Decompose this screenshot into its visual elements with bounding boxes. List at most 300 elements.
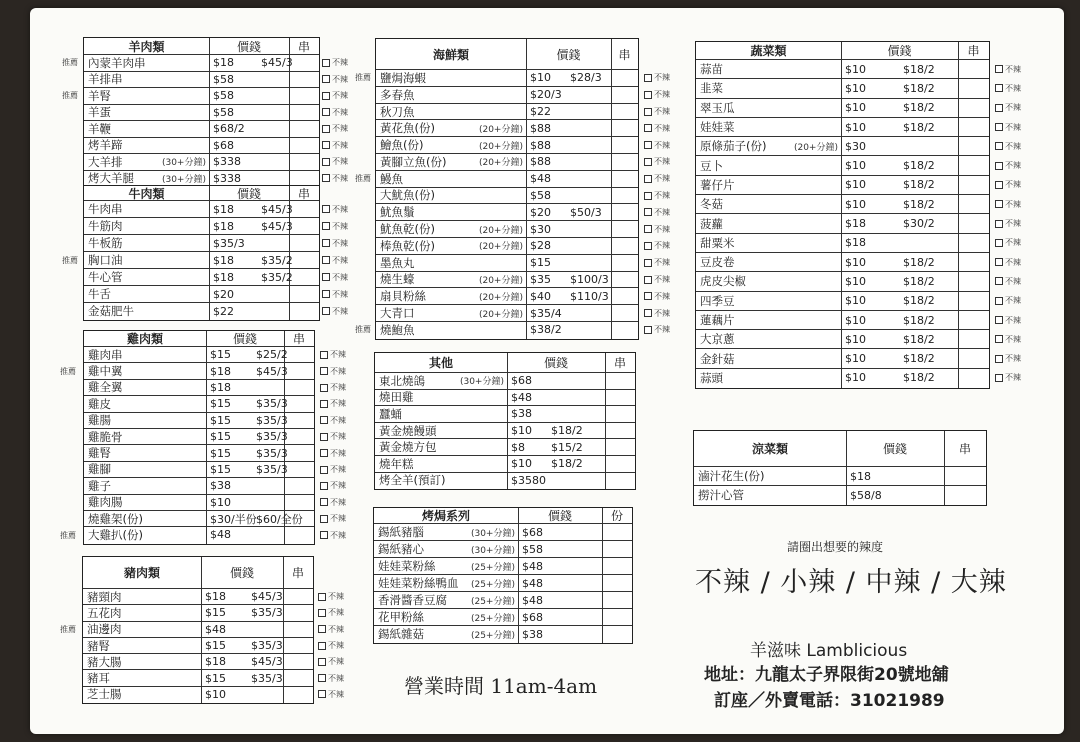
veg-menu-row[interactable] <box>696 156 989 175</box>
veg-item-price: $10 <box>845 62 866 76</box>
lamb-item-time-note: (30+分鐘) <box>161 174 206 185</box>
seafood-item-name: 墨魚丸 <box>380 255 415 270</box>
seafood-menu-row[interactable] <box>376 204 638 221</box>
veg-menu-row[interactable] <box>696 311 989 330</box>
veg-item-price: $10 <box>845 159 866 173</box>
not-spicy-checkbox[interactable] <box>995 276 1021 287</box>
chicken-not-spicy-label: 不辣 <box>330 415 346 425</box>
not-spicy-checkbox[interactable] <box>995 179 1021 190</box>
seafood-menu-row[interactable] <box>376 288 638 305</box>
beef-menu-row[interactable] <box>84 303 319 319</box>
not-spicy-checkbox[interactable] <box>322 156 348 167</box>
pork-not-spicy-label: 不辣 <box>328 608 344 618</box>
checkbox-square-icon <box>318 593 326 601</box>
lamb-not-spicy-label: 不辣 <box>332 157 348 167</box>
seafood-menu-row[interactable] <box>376 322 638 338</box>
checkbox-square-icon <box>320 498 328 506</box>
chicken-item-price: $15 <box>210 430 231 444</box>
not-spicy-checkbox[interactable] <box>318 607 344 618</box>
seafood-menu-row[interactable] <box>376 154 638 171</box>
not-spicy-checkbox[interactable] <box>995 83 1021 94</box>
others-item-bundle-price: $18/2 <box>551 457 583 471</box>
not-spicy-checkbox[interactable] <box>995 199 1021 210</box>
lamb-menu-row[interactable] <box>84 72 319 89</box>
veg-not-spicy-label: 不辣 <box>1005 315 1021 325</box>
chicken-menu-row[interactable] <box>84 363 314 379</box>
lamb-not-spicy-label: 不辣 <box>332 58 348 68</box>
not-spicy-checkbox[interactable] <box>320 530 346 541</box>
checkbox-square-icon <box>644 225 652 233</box>
veg-item-price: $10 <box>845 81 866 95</box>
others-menu-row[interactable] <box>375 439 635 456</box>
not-spicy-checkbox[interactable] <box>322 221 348 232</box>
pork-section <box>82 556 314 704</box>
beef-item-bundle-price: $35/2 <box>261 253 293 267</box>
others-item-price: $10 <box>511 424 532 438</box>
seafood-menu-row[interactable] <box>376 188 638 205</box>
seafood-item-price: $38/2 <box>530 323 562 337</box>
beef-item-price: $18 <box>213 219 234 233</box>
not-spicy-checkbox[interactable] <box>318 689 344 700</box>
veg-item-name: 大京蔥 <box>700 332 735 347</box>
not-spicy-checkbox[interactable] <box>322 272 348 283</box>
seafood-item-price: $20 <box>530 205 551 219</box>
braised-menu-row[interactable] <box>374 609 632 626</box>
veg-menu-row[interactable] <box>696 349 989 368</box>
chicken-item-bundle-price: $25/2 <box>256 348 288 362</box>
restaurant-address: 地址：九龍太子界限街20號地舖 <box>704 665 949 685</box>
veg-menu-row[interactable] <box>696 195 989 214</box>
seafood-menu-row[interactable] <box>376 120 638 137</box>
lamb-menu-row[interactable] <box>84 121 319 138</box>
pork-menu-row[interactable] <box>83 670 313 686</box>
veg-menu-row[interactable] <box>696 137 989 156</box>
not-spicy-checkbox[interactable] <box>318 656 344 667</box>
veg-menu-row[interactable] <box>696 60 989 79</box>
not-spicy-checkbox[interactable] <box>644 140 670 151</box>
recommend-tag: 推薦 <box>60 624 76 634</box>
beef-menu-row[interactable] <box>84 235 319 252</box>
not-spicy-checkbox[interactable] <box>995 237 1021 248</box>
veg-price-header: 價錢 <box>887 44 912 58</box>
not-spicy-checkbox[interactable] <box>320 513 346 524</box>
lamb-item-price: $68/2 <box>213 122 245 136</box>
not-spicy-checkbox[interactable] <box>320 448 346 459</box>
seafood-item-name: 秋刀魚 <box>380 104 415 119</box>
pork-menu-row[interactable] <box>83 622 313 638</box>
not-spicy-checkbox[interactable] <box>320 382 346 393</box>
braised-menu-row[interactable] <box>374 524 632 541</box>
veg-menu-row[interactable] <box>696 214 989 233</box>
checkbox-square-icon <box>318 609 326 617</box>
braised-item-name: 娃娃菜粉絲 <box>378 559 436 573</box>
cold-section <box>693 430 987 506</box>
beef-item-name: 牛板筋 <box>88 236 123 250</box>
not-spicy-checkbox[interactable] <box>320 431 346 442</box>
lamb-not-spicy-label: 不辣 <box>332 140 348 150</box>
veg-item-price: $10 <box>845 197 866 211</box>
veg-not-spicy-label: 不辣 <box>1005 141 1021 151</box>
pork-menu-row[interactable] <box>83 654 313 670</box>
checkbox-square-icon <box>322 59 330 67</box>
checkbox-square-icon <box>995 277 1003 285</box>
chicken-menu-row[interactable] <box>84 462 314 478</box>
chicken-menu-row[interactable] <box>84 478 314 494</box>
beef-item-name: 胸口油 <box>88 253 123 267</box>
lamb-menu-row[interactable] <box>84 154 319 171</box>
not-spicy-checkbox[interactable] <box>322 140 348 151</box>
checkbox-square-icon <box>320 400 328 408</box>
cold-menu-row[interactable] <box>694 486 986 504</box>
not-spicy-checkbox[interactable] <box>995 122 1021 133</box>
not-spicy-checkbox[interactable] <box>322 123 348 134</box>
lamb-menu-row[interactable] <box>84 105 319 122</box>
seafood-menu-row[interactable] <box>376 255 638 272</box>
others-header-row <box>375 353 635 373</box>
chicken-item-price: $18 <box>210 380 231 394</box>
veg-menu-row[interactable] <box>696 118 989 137</box>
beef-item-bundle-price: $45/3 <box>261 202 293 216</box>
pork-menu-row[interactable] <box>83 605 313 621</box>
beef-menu-row[interactable] <box>84 269 319 286</box>
others-menu-row[interactable] <box>375 456 635 473</box>
beef-item-name: 金菇肥牛 <box>88 304 134 318</box>
lamb-item-name: 羊腎 <box>88 88 111 103</box>
chicken-menu-row[interactable] <box>84 429 314 445</box>
others-item-price: $10 <box>511 457 532 471</box>
seafood-item-time-note: (20+分鐘) <box>478 158 523 169</box>
seafood-menu-row[interactable] <box>376 70 638 87</box>
beef-item-name: 牛筋肉 <box>88 219 123 233</box>
veg-item-bundle-price: $18/2 <box>903 159 935 173</box>
beef-not-spicy-label: 不辣 <box>332 221 348 231</box>
not-spicy-checkbox[interactable] <box>318 591 344 602</box>
seafood-item-name: 棒魚乾(份) <box>380 238 435 253</box>
braised-item-price: $38 <box>522 627 543 641</box>
lamb-stick-header: 串 <box>297 39 310 54</box>
not-spicy-checkbox[interactable] <box>322 255 348 266</box>
beef-menu-row[interactable] <box>84 201 319 218</box>
veg-menu-row[interactable] <box>696 234 989 253</box>
not-spicy-checkbox[interactable] <box>644 72 670 83</box>
not-spicy-checkbox[interactable] <box>644 156 670 167</box>
checkbox-square-icon <box>318 625 326 633</box>
pork-not-spicy-label: 不辣 <box>328 689 344 699</box>
not-spicy-checkbox[interactable] <box>320 497 346 508</box>
lamb-not-spicy-label: 不辣 <box>332 173 348 183</box>
seafood-item-time-note: (20+分鐘) <box>478 309 523 320</box>
not-spicy-checkbox[interactable] <box>322 90 348 101</box>
seafood-item-bundle-price: $50/3 <box>570 205 602 219</box>
others-item-name: 燒田雞 <box>379 390 414 405</box>
veg-not-spicy-label: 不辣 <box>1005 122 1021 132</box>
braised-item-name: 花甲粉絲 <box>378 610 424 624</box>
cold-title: 涼菜類 <box>751 442 788 456</box>
veg-item-name: 虎皮尖椒 <box>700 274 746 289</box>
veg-menu-row[interactable] <box>696 99 989 118</box>
pork-menu-row[interactable] <box>83 638 313 654</box>
chicken-price-header: 價錢 <box>232 332 257 346</box>
not-spicy-checkbox[interactable] <box>322 107 348 118</box>
not-spicy-checkbox[interactable] <box>320 366 346 377</box>
chicken-not-spicy-label: 不辣 <box>330 465 346 474</box>
not-spicy-checkbox[interactable] <box>995 315 1021 326</box>
others-menu-row[interactable] <box>375 406 635 423</box>
not-spicy-checkbox[interactable] <box>320 398 346 409</box>
checkbox-square-icon <box>644 192 652 200</box>
seafood-menu-row[interactable] <box>376 305 638 322</box>
others-item-price: $68 <box>511 374 532 388</box>
not-spicy-checkbox[interactable] <box>322 173 348 184</box>
others-menu-row[interactable] <box>375 473 635 489</box>
seafood-menu-row[interactable] <box>376 221 638 238</box>
veg-not-spicy-label: 不辣 <box>1005 103 1021 113</box>
checkbox-square-icon <box>322 273 330 281</box>
not-spicy-checkbox[interactable] <box>644 257 670 268</box>
chicken-item-bundle-price: $35/3 <box>256 430 288 444</box>
veg-menu-row[interactable] <box>696 176 989 195</box>
seafood-item-name: 大魷魚(份) <box>380 188 435 203</box>
seafood-stick-header: 串 <box>618 47 631 62</box>
not-spicy-checkbox[interactable] <box>322 238 348 249</box>
not-spicy-checkbox[interactable] <box>322 74 348 85</box>
others-menu-row[interactable] <box>375 390 635 407</box>
cold-price-header: 價錢 <box>882 442 907 456</box>
seafood-section <box>375 38 639 340</box>
not-spicy-checkbox[interactable] <box>644 123 670 134</box>
cold-item-price: $18 <box>850 469 871 483</box>
veg-item-bundle-price: $18/2 <box>903 352 935 366</box>
checkbox-square-icon <box>320 482 328 490</box>
veg-menu-row[interactable] <box>696 330 989 349</box>
checkbox-square-icon <box>644 124 652 132</box>
checkbox-square-icon <box>318 690 326 698</box>
beef-item-price: $22 <box>213 304 234 318</box>
lamb-item-price: $18 <box>213 56 234 70</box>
not-spicy-checkbox[interactable] <box>644 240 670 251</box>
veg-not-spicy-label: 不辣 <box>1005 257 1021 267</box>
lamb-item-bundle-price: $45/3 <box>261 56 293 70</box>
beef-item-name: 牛舌 <box>88 287 111 301</box>
lamb-section <box>83 37 320 188</box>
pork-item-name: 豬大腸 <box>87 654 122 669</box>
seafood-menu-row[interactable] <box>376 171 638 188</box>
not-spicy-checkbox[interactable] <box>995 257 1021 268</box>
not-spicy-checkbox[interactable] <box>995 372 1021 383</box>
lamb-item-price: $338 <box>213 171 241 185</box>
not-spicy-checkbox[interactable] <box>644 274 670 285</box>
veg-menu-row[interactable] <box>696 79 989 98</box>
not-spicy-checkbox[interactable] <box>320 349 346 360</box>
pork-item-price: $15 <box>205 639 226 653</box>
checkbox-square-icon <box>318 658 326 666</box>
chicken-menu-row[interactable] <box>84 511 314 527</box>
lamb-menu-row[interactable] <box>84 138 319 155</box>
pork-not-spicy-label: 不辣 <box>328 641 344 651</box>
not-spicy-checkbox[interactable] <box>320 464 346 475</box>
pork-item-name: 豬頸肉 <box>87 589 122 604</box>
beef-not-spicy-label: 不辣 <box>332 289 348 299</box>
pork-item-bundle-price: $45/3 <box>251 590 283 604</box>
checkbox-square-icon <box>995 200 1003 208</box>
checkbox-square-icon <box>320 466 328 474</box>
veg-menu-row[interactable] <box>696 253 989 272</box>
not-spicy-checkbox[interactable] <box>995 102 1021 113</box>
chicken-menu-row[interactable] <box>84 413 314 429</box>
not-spicy-checkbox[interactable] <box>644 190 670 201</box>
not-spicy-checkbox[interactable] <box>644 324 670 335</box>
seafood-not-spicy-label: 不辣 <box>654 258 670 268</box>
not-spicy-checkbox[interactable] <box>644 207 670 218</box>
braised-item-price: $48 <box>522 576 543 590</box>
cold-header-row <box>694 431 986 467</box>
not-spicy-checkbox[interactable] <box>644 173 670 184</box>
seafood-menu-row[interactable] <box>376 137 638 154</box>
not-spicy-checkbox[interactable] <box>322 57 348 68</box>
cold-item-name: 撈汁心管 <box>698 488 744 502</box>
veg-item-price: $10 <box>845 352 866 366</box>
braised-menu-row[interactable] <box>374 541 632 558</box>
chicken-item-name: 雞肉串 <box>88 347 123 362</box>
others-item-name: 東北燒鴿 <box>379 373 425 388</box>
chicken-menu-row[interactable] <box>84 396 314 412</box>
not-spicy-checkbox[interactable] <box>995 295 1021 306</box>
lamb-menu-row[interactable] <box>84 171 319 187</box>
pork-not-spicy-label: 不辣 <box>328 673 344 683</box>
veg-item-name: 四季豆 <box>700 293 735 308</box>
lamb-not-spicy-label: 不辣 <box>332 107 348 117</box>
seafood-not-spicy-label: 不辣 <box>654 207 670 217</box>
chicken-menu-row[interactable] <box>84 380 314 396</box>
seafood-not-spicy-label: 不辣 <box>654 275 670 284</box>
beef-section <box>83 185 320 321</box>
beef-menu-row[interactable] <box>84 286 319 303</box>
not-spicy-checkbox[interactable] <box>644 291 670 302</box>
pork-item-name: 豬腎 <box>87 638 110 653</box>
veg-menu-row[interactable] <box>696 292 989 311</box>
braised-item-price: $48 <box>522 559 543 573</box>
cold-menu-row[interactable] <box>694 467 986 486</box>
braised-menu-row[interactable] <box>374 558 632 575</box>
beef-item-price: $20 <box>213 287 234 301</box>
veg-item-bundle-price: $18/2 <box>903 81 935 95</box>
seafood-item-name: 鰻魚 <box>380 171 403 186</box>
checkbox-square-icon <box>995 181 1003 189</box>
not-spicy-checkbox[interactable] <box>322 204 348 215</box>
pork-item-bundle-price: $45/3 <box>251 655 283 669</box>
pork-title: 豬肉類 <box>123 566 160 580</box>
seafood-not-spicy-label: 不辣 <box>654 107 670 116</box>
others-section <box>374 352 636 490</box>
checkbox-square-icon <box>322 222 330 230</box>
seafood-menu-row[interactable] <box>376 272 638 289</box>
seafood-menu-row[interactable] <box>376 104 638 121</box>
chicken-menu-row[interactable] <box>84 527 314 542</box>
seafood-item-time-note: (20+分鐘) <box>478 292 523 303</box>
not-spicy-checkbox[interactable] <box>644 89 670 100</box>
not-spicy-checkbox[interactable] <box>318 624 344 635</box>
chicken-item-bundle-price: $35/3 <box>256 413 288 427</box>
chicken-menu-row[interactable] <box>84 445 314 461</box>
checkbox-square-icon <box>995 335 1003 343</box>
not-spicy-checkbox[interactable] <box>318 640 344 651</box>
lamb-item-price: $58 <box>213 89 234 103</box>
veg-menu-row[interactable] <box>696 369 989 387</box>
not-spicy-checkbox[interactable] <box>320 415 346 426</box>
beef-item-price: $18 <box>213 253 234 267</box>
beef-menu-row[interactable] <box>84 218 319 235</box>
seafood-menu-row[interactable] <box>376 238 638 255</box>
pork-item-bundle-price: $35/3 <box>251 671 283 685</box>
seafood-menu-row[interactable] <box>376 87 638 104</box>
not-spicy-checkbox[interactable] <box>318 673 344 684</box>
checkbox-square-icon <box>320 416 328 424</box>
others-menu-row[interactable] <box>375 423 635 440</box>
phone-number: 訂座／外賣電話：31021989 <box>714 691 945 711</box>
checkbox-square-icon <box>995 142 1003 150</box>
braised-item-name: 香滑醬香豆腐 <box>378 593 447 607</box>
checkbox-square-icon <box>320 449 328 457</box>
veg-item-name: 甜粟米 <box>700 235 735 250</box>
not-spicy-checkbox[interactable] <box>322 289 348 300</box>
others-item-price: $38 <box>511 407 532 421</box>
seafood-item-price: $35 <box>530 272 551 286</box>
not-spicy-checkbox[interactable] <box>995 160 1021 171</box>
veg-item-name: 菠蘿 <box>700 216 723 231</box>
braised-item-price: $48 <box>522 593 543 607</box>
lamb-item-name: 羊鞭 <box>88 121 111 136</box>
not-spicy-checkbox[interactable] <box>995 64 1021 75</box>
pork-menu-row[interactable] <box>83 687 313 702</box>
pork-item-name: 豬耳 <box>87 671 110 686</box>
chicken-menu-row[interactable] <box>84 495 314 511</box>
others-menu-row[interactable] <box>375 373 635 390</box>
braised-menu-row[interactable] <box>374 592 632 609</box>
not-spicy-checkbox[interactable] <box>995 353 1021 364</box>
veg-item-price: $10 <box>845 101 866 115</box>
not-spicy-checkbox[interactable] <box>995 334 1021 345</box>
veg-item-bundle-price: $18/2 <box>903 178 935 192</box>
others-item-name: 燒年糕 <box>379 456 414 471</box>
chicken-item-price: $10 <box>210 495 231 509</box>
braised-item-price: $68 <box>522 610 543 624</box>
braised-menu-row[interactable] <box>374 626 632 642</box>
braised-menu-row[interactable] <box>374 575 632 592</box>
pork-menu-row[interactable] <box>83 589 313 605</box>
not-spicy-checkbox[interactable] <box>322 306 348 317</box>
not-spicy-checkbox[interactable] <box>644 308 670 319</box>
chicken-item-name: 燒雞架(份) <box>88 511 143 526</box>
not-spicy-checkbox[interactable] <box>320 480 346 491</box>
checkbox-square-icon <box>320 433 328 441</box>
not-spicy-checkbox[interactable] <box>995 141 1021 152</box>
lamb-menu-row[interactable] <box>84 88 319 105</box>
not-spicy-checkbox[interactable] <box>995 218 1021 229</box>
beef-menu-row[interactable] <box>84 252 319 269</box>
lamb-menu-row[interactable] <box>84 55 319 72</box>
pork-item-price: $18 <box>205 655 226 669</box>
recommend-tag: 推薦 <box>60 530 76 540</box>
lamb-not-spicy-label: 不辣 <box>332 124 348 134</box>
not-spicy-checkbox[interactable] <box>644 224 670 235</box>
chicken-item-name: 雞子 <box>88 478 111 493</box>
not-spicy-checkbox[interactable] <box>644 106 670 117</box>
checkbox-square-icon <box>322 108 330 116</box>
chicken-menu-row[interactable] <box>84 347 314 363</box>
veg-not-spicy-label: 不辣 <box>1005 64 1021 74</box>
seafood-item-price: $58 <box>530 188 551 202</box>
veg-menu-row[interactable] <box>696 272 989 291</box>
